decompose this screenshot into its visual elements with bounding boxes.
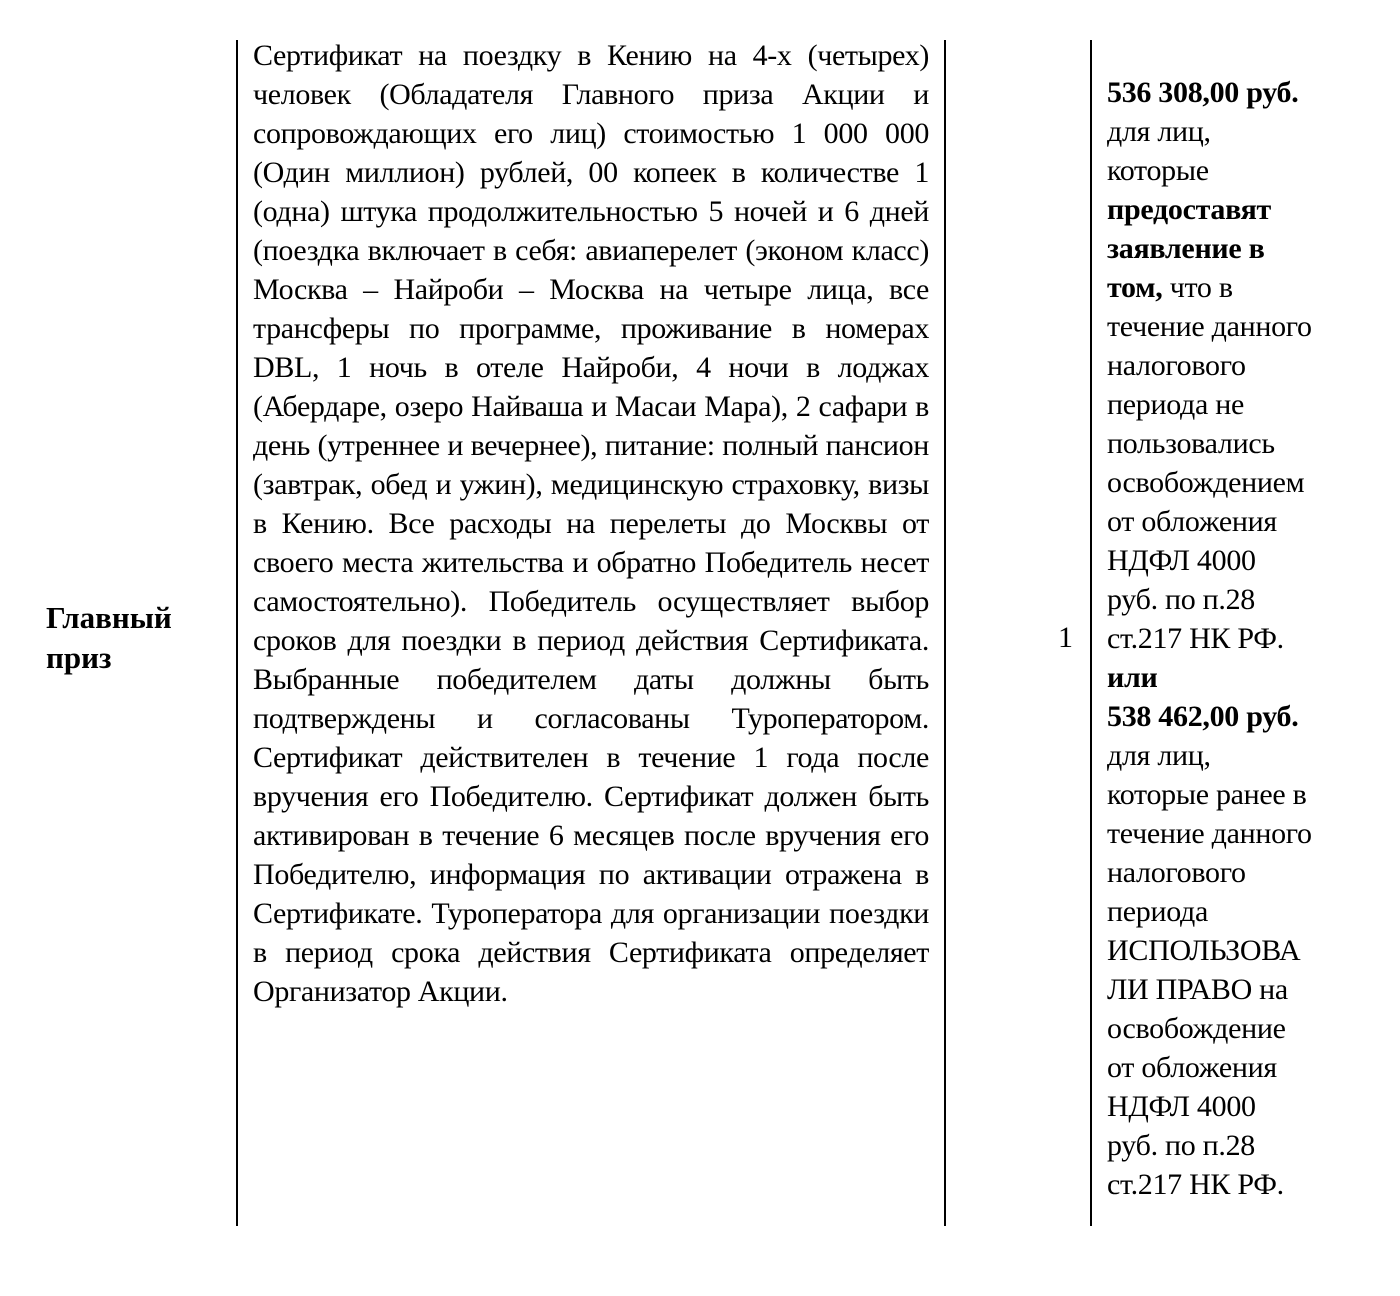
tax-text-line: которые ранее в [1107,778,1307,811]
tax-text-fragment: на [1251,973,1288,1006]
tax-bold-line: заявление в [1107,232,1265,265]
prize-description-cell: Сертификат на поездку в Кению на 4-х (четырех) человек (Обладателя Главного приза Акции и сопровождающих его лиц) стоимостью 1 000 000 (Один миллион) рублей, 00 копеек в количестве 1 (одна) штука продолжительностью 5 ночей и 6 дней (поездка включает в себя: авиаперелет (эконом класс) Москва – Найроби – Москва на четыре лица, все трансферы по программе, проживание в номерах DBL, 1 ночь в отеле Найроби, 4 ночи в лоджах (Абердаре, озеро Найваша и Масаи Мара), 2 сафари в день (утреннее и вечернее), питание: полный пансион (завтрак, обед и ужин), медицинскую страховку, визы в Кению. Все расходы на перелеты до Москвы от своего места жительства и обратно Победитель несет самостоятельно). Победитель осуществляет выбор сроков для поездки в период действия Сертификата. Выбранные победителем даты должны быть подтверждены и согласованы Туроператором. Сертификат действителен в течение 1 года после вручения его Победителю. Сертификат должен быть активирован в течение 6 месяцев после вручения его Победителю, информация по активации отражена в Сертификате. Туроператора для организации поездки в период срока действия Сертификата определяет Организатор Акции. [253,39,929,1008]
tax-text-line: ИСПОЛЬЗОВА [1107,934,1301,967]
tax-text-line: пользовались [1107,427,1275,460]
tax-text-fragment: что в [1162,271,1233,304]
tax-bold-line: предоставят [1107,193,1271,226]
table-border-middle [944,40,946,1226]
tax-text-line: периода не [1107,388,1245,421]
tax-text-line: течение данного [1107,817,1312,850]
tax-text-line: периода [1107,895,1209,928]
tax-text-line: руб. по п.28 [1107,583,1255,616]
tax-text-line: НДФЛ 4000 [1107,1090,1256,1123]
tax-text-line: руб. по п.28 [1107,1129,1255,1162]
tax-or-separator: или [1107,661,1158,694]
tax-text-line: налогового [1107,349,1246,382]
tax-text-line: от обложения [1107,505,1277,538]
tax-text-line: которые [1107,154,1209,187]
tax-text-line: для лиц, [1107,115,1211,148]
tax-amount-first: 536 308,00 руб. [1107,76,1299,109]
tax-mixed-line [1107,970,1397,1009]
tax-text-line: НДФЛ 4000 [1107,544,1256,577]
prize-title-cell: Главный приз [46,600,172,675]
tax-bold-word: том, [1107,271,1163,304]
tax-mixed-line [1107,268,1397,307]
tax-text-line: освобождение [1107,1012,1286,1045]
table-border-left [236,40,238,1226]
tax-text-line: для лиц, [1107,739,1211,772]
tax-text-line: ст.217 НК РФ. [1107,1168,1284,1201]
tax-text-line: от обложения [1107,1051,1277,1084]
tax-text-line: ст.217 НК РФ. [1107,622,1284,655]
tax-text-line: налогового [1107,856,1246,889]
table-border-right [1090,40,1092,1226]
tax-text-line: освобождением [1107,466,1305,499]
tax-value-cell [1107,73,1397,1204]
tax-amount-second: 538 462,00 руб. [1107,700,1299,733]
prize-quantity-cell: 1 [1058,621,1073,654]
tax-text-line: течение данного [1107,310,1312,343]
tax-text-fragment: ЛИ ПРАВО [1107,973,1252,1006]
